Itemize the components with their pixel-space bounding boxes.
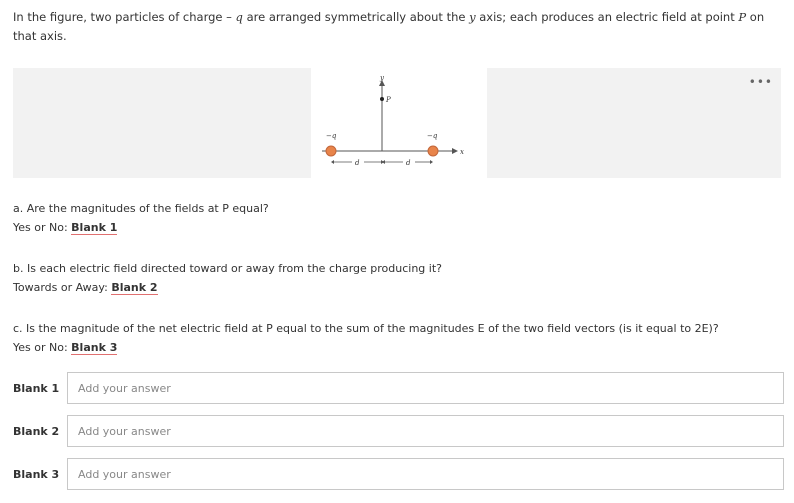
- point-p-label: P: [386, 96, 391, 104]
- question-a-text: a. Are the magnitudes of the fields at P equal?: [13, 202, 269, 215]
- blank-2-row: [13, 415, 786, 449]
- question-b-prefix: Towards or Away:: [13, 281, 108, 294]
- point-p-dot: [380, 97, 384, 101]
- question-a-prefix: Yes or No:: [13, 221, 68, 234]
- question-a: [13, 202, 269, 235]
- question-a-blank-ref[interactable]: Blank 1: [71, 221, 118, 234]
- right-distance-label: d: [406, 159, 411, 167]
- image-panel-right: [487, 68, 781, 178]
- image-panel-left: [13, 68, 311, 178]
- question-a-answer-line: [13, 221, 269, 235]
- intro-text: on that axis.: [13, 10, 765, 43]
- blank-2-label: Blank 2: [13, 425, 60, 438]
- blank-1-row: [13, 372, 786, 406]
- question-b-text: b. Is each electric field directed toward or away from the charge producing it?: [13, 262, 442, 275]
- more-options-icon[interactable]: •••: [748, 75, 773, 89]
- question-b-answer-line: [13, 281, 442, 295]
- left-charge-label: −q: [326, 132, 337, 140]
- intro-y: y: [469, 10, 476, 24]
- blank-3-label: Blank 3: [13, 468, 60, 481]
- figure-svg: [312, 68, 487, 178]
- blank-3-input[interactable]: [67, 458, 784, 490]
- right-d-arrow-icon: [430, 160, 433, 164]
- question-c: [13, 322, 719, 355]
- blank-2-input[interactable]: [67, 415, 784, 447]
- intro-text: axis; each produces an electric field at point: [479, 10, 735, 24]
- right-charge-label: −q: [427, 132, 438, 140]
- x-axis-label: x: [460, 148, 464, 156]
- charge-figure: [312, 68, 487, 178]
- question-c-answer-line: [13, 341, 719, 355]
- intro-text: In the figure, two particles of charge –: [13, 10, 232, 24]
- left-distance-label: d: [355, 159, 360, 167]
- left-charge-icon: [326, 146, 336, 156]
- blank-1-input[interactable]: [67, 372, 784, 404]
- right-d-arrow-icon: [382, 160, 385, 164]
- question-c-text: c. Is the magnitude of the net electric field at P equal to the sum of the magnitudes E of the two field vectors (is it equal to 2E)?: [13, 322, 719, 335]
- question-intro: [13, 8, 773, 46]
- y-axis-label: y: [380, 74, 384, 82]
- question-b: [13, 262, 442, 295]
- x-axis-arrow-icon: [452, 148, 458, 154]
- intro-text: are arranged symmetrically about the: [246, 10, 466, 24]
- blank-3-row: [13, 458, 786, 492]
- intro-p: P: [738, 10, 747, 24]
- question-c-blank-ref[interactable]: Blank 3: [71, 341, 118, 354]
- question-b-blank-ref[interactable]: Blank 2: [111, 281, 158, 294]
- right-charge-icon: [428, 146, 438, 156]
- question-c-prefix: Yes or No:: [13, 341, 68, 354]
- left-d-arrow-icon: [331, 160, 334, 164]
- blank-1-label: Blank 1: [13, 382, 60, 395]
- intro-q: q: [235, 10, 243, 24]
